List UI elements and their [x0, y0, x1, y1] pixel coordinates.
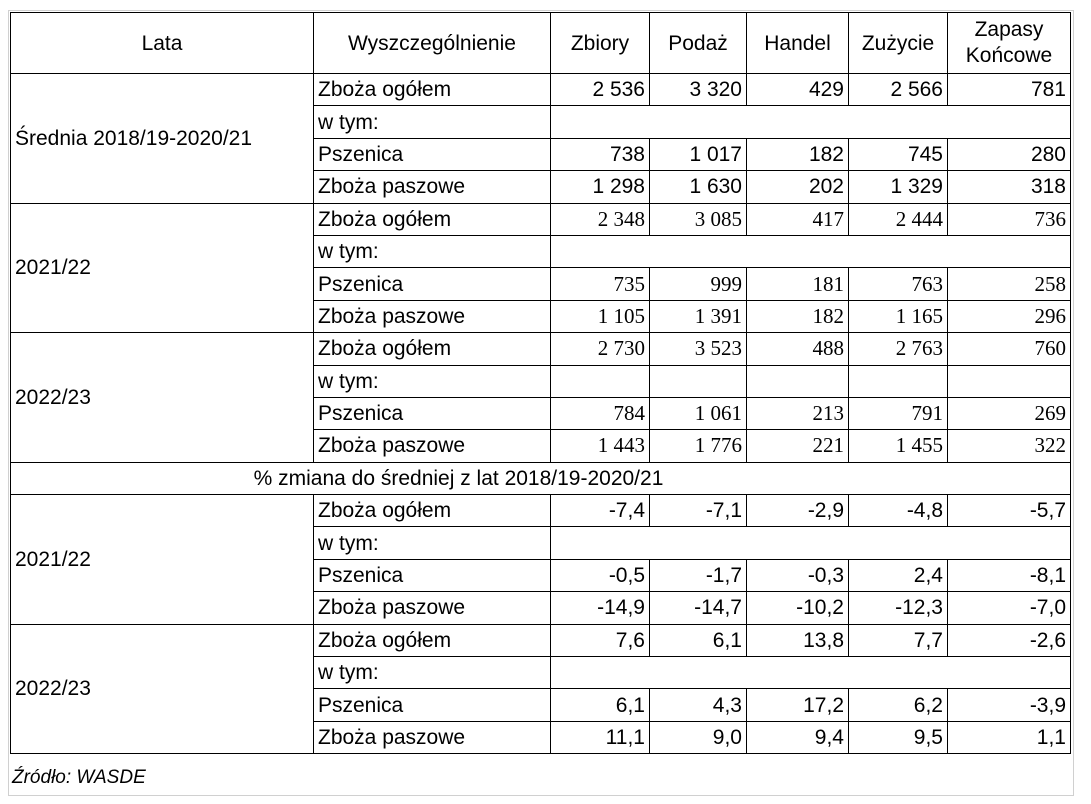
year-cell: 2022/23 — [11, 624, 314, 754]
value-cell: 2 348 — [551, 203, 650, 235]
value-cell: 1 776 — [650, 430, 747, 462]
year-cell: 2022/23 — [11, 333, 314, 463]
value-cell: 221 — [747, 430, 849, 462]
value-cell: -0,5 — [551, 559, 650, 591]
value-cell: -0,3 — [747, 559, 849, 591]
row-label: Pszenica — [314, 689, 551, 721]
value-cell: -3,9 — [948, 689, 1071, 721]
header-zbiory: Zbiory — [551, 13, 650, 74]
row-label: Zboża paszowe — [314, 430, 551, 462]
value-cell: 3 320 — [650, 74, 747, 106]
header-row — [11, 13, 1071, 74]
row-label: Zboża paszowe — [314, 592, 551, 624]
value-cell: -1,7 — [650, 559, 747, 591]
value-cell: 182 — [747, 138, 849, 170]
value-cell: 1 443 — [551, 430, 650, 462]
row-label: w tym: — [314, 106, 551, 138]
value-cell: 2 763 — [849, 333, 948, 365]
header-zapasy-koncowe — [948, 13, 1071, 74]
table-row — [11, 333, 1071, 365]
row-label: Zboża ogółem — [314, 333, 551, 365]
header-podaz: Podaż — [650, 13, 747, 74]
value-cell: 3 523 — [650, 333, 747, 365]
header-wyszczegolnienie: Wyszczególnienie — [314, 13, 551, 74]
value-cell: -8,1 — [948, 559, 1071, 591]
empty-cell — [551, 657, 1071, 689]
value-cell: 6,1 — [650, 624, 747, 656]
empty-cell — [747, 365, 849, 397]
empty-cell — [551, 106, 1071, 138]
value-cell: 4,3 — [650, 689, 747, 721]
value-cell: 763 — [849, 268, 948, 300]
value-cell: 738 — [551, 138, 650, 170]
row-label: Zboża ogółem — [314, 74, 551, 106]
pct-header-cell — [11, 462, 1071, 494]
value-cell: 13,8 — [747, 624, 849, 656]
source-note: Źródło: WASDE — [12, 767, 146, 788]
value-cell: 322 — [948, 430, 1071, 462]
header-zapasy-line1: Zapasy — [974, 18, 1044, 42]
year-cell: 2021/22 — [11, 495, 314, 625]
value-cell: -7,4 — [551, 495, 650, 527]
value-cell: 258 — [948, 268, 1071, 300]
empty-cell — [849, 365, 948, 397]
value-cell: 2 566 — [849, 74, 948, 106]
row-label: Zboża ogółem — [314, 624, 551, 656]
empty-cell — [551, 527, 1071, 559]
row-label: Zboża ogółem — [314, 203, 551, 235]
header-zuzycie: Zużycie — [849, 13, 948, 74]
row-label: Zboża paszowe — [314, 721, 551, 753]
value-cell: 181 — [747, 268, 849, 300]
value-cell: -5,7 — [948, 495, 1071, 527]
table-row — [11, 203, 1071, 235]
value-cell: 2 444 — [849, 203, 948, 235]
table-row — [11, 495, 1071, 527]
value-cell: 6,1 — [551, 689, 650, 721]
value-cell: 1 329 — [849, 171, 948, 203]
value-cell: 2 730 — [551, 333, 650, 365]
value-cell: -4,8 — [849, 495, 948, 527]
row-label: w tym: — [314, 365, 551, 397]
header-zapasy-line2: Końcowe — [965, 44, 1053, 67]
value-cell: 791 — [849, 397, 948, 429]
value-cell: 2,4 — [849, 559, 948, 591]
value-cell: 182 — [747, 300, 849, 332]
value-cell: 417 — [747, 203, 849, 235]
row-label: Pszenica — [314, 397, 551, 429]
row-label: Pszenica — [314, 138, 551, 170]
value-cell: 318 — [948, 171, 1071, 203]
value-cell: 1,1 — [948, 721, 1071, 753]
value-cell: 1 298 — [551, 171, 650, 203]
row-label: Zboża ogółem — [314, 495, 551, 527]
value-cell: 17,2 — [747, 689, 849, 721]
value-cell: 999 — [650, 268, 747, 300]
value-cell: 269 — [948, 397, 1071, 429]
row-label: Pszenica — [314, 559, 551, 591]
row-label: Zboża paszowe — [314, 300, 551, 332]
value-cell: 6,2 — [849, 689, 948, 721]
value-cell: 11,1 — [551, 721, 650, 753]
table-row — [11, 624, 1071, 656]
value-cell: 735 — [551, 268, 650, 300]
value-cell: 1 061 — [650, 397, 747, 429]
value-cell: -2,9 — [747, 495, 849, 527]
value-cell: 7,6 — [551, 624, 650, 656]
row-label: Zboża paszowe — [314, 171, 551, 203]
value-cell: 202 — [747, 171, 849, 203]
value-cell: 784 — [551, 397, 650, 429]
row-label: w tym: — [314, 235, 551, 267]
value-cell: 781 — [948, 74, 1071, 106]
value-cell: -12,3 — [849, 592, 948, 624]
value-cell: -7,0 — [948, 592, 1071, 624]
value-cell: -14,7 — [650, 592, 747, 624]
year-cell: Średnia 2018/19-2020/21 — [11, 74, 314, 204]
value-cell: 429 — [747, 74, 849, 106]
value-cell: 1 455 — [849, 430, 948, 462]
value-cell: -2,6 — [948, 624, 1071, 656]
pct-header-row — [11, 462, 1071, 494]
table-row — [11, 74, 1071, 106]
grain-balance-table — [10, 12, 1071, 754]
value-cell: 2 536 — [551, 74, 650, 106]
empty-cell — [551, 365, 650, 397]
value-cell: 213 — [747, 397, 849, 429]
value-cell: 736 — [948, 203, 1071, 235]
value-cell: 3 085 — [650, 203, 747, 235]
header-handel: Handel — [747, 13, 849, 74]
empty-cell — [948, 365, 1071, 397]
value-cell: 760 — [948, 333, 1071, 365]
value-cell: 296 — [948, 300, 1071, 332]
header-lata: Lata — [11, 13, 314, 74]
value-cell: 745 — [849, 138, 948, 170]
value-cell: -10,2 — [747, 592, 849, 624]
value-cell: 9,5 — [849, 721, 948, 753]
row-label: w tym: — [314, 527, 551, 559]
value-cell: -14,9 — [551, 592, 650, 624]
row-label: w tym: — [314, 657, 551, 689]
value-cell: 9,0 — [650, 721, 747, 753]
value-cell: 1 391 — [650, 300, 747, 332]
empty-cell — [650, 365, 747, 397]
value-cell: 9,4 — [747, 721, 849, 753]
value-cell: -7,1 — [650, 495, 747, 527]
value-cell: 7,7 — [849, 624, 948, 656]
empty-cell — [551, 235, 1071, 267]
row-label: Pszenica — [314, 268, 551, 300]
value-cell: 280 — [948, 138, 1071, 170]
value-cell: 1 105 — [551, 300, 650, 332]
value-cell: 1 630 — [650, 171, 747, 203]
year-cell: 2021/22 — [11, 203, 314, 333]
value-cell: 1 017 — [650, 138, 747, 170]
value-cell: 1 165 — [849, 300, 948, 332]
value-cell: 488 — [747, 333, 849, 365]
pct-header-text: % zmiana do średniej z lat 2018/19-2020/21 — [253, 466, 664, 490]
